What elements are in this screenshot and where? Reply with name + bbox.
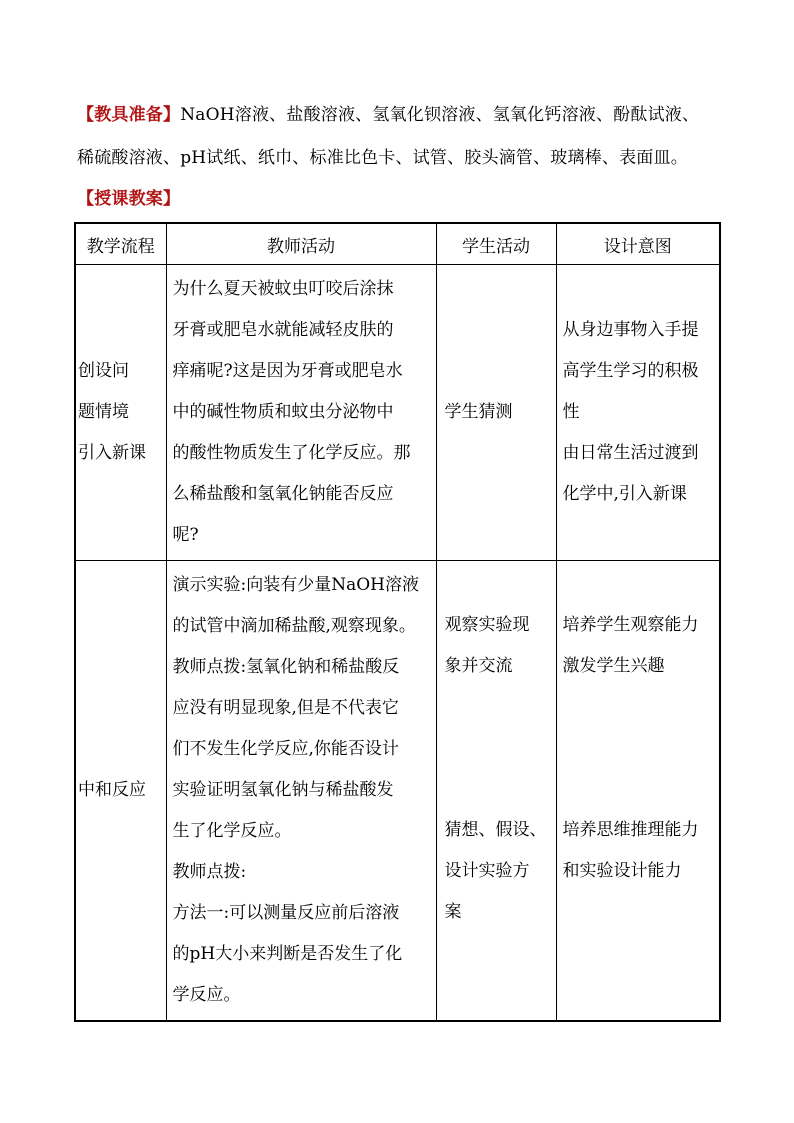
row1-stage-line: 题情境: [78, 402, 129, 422]
table-header-row: [75, 223, 720, 265]
row1-teacher-line: 痒痛呢?这是因为牙膏或肥皂水: [172, 361, 403, 381]
row2-intent-line: 和实验设计能力: [562, 861, 682, 881]
row1-intent-line: 从身边事物入手提: [562, 320, 699, 340]
row1-stage-line: 创设问: [78, 361, 129, 381]
prep-text-1: NaOH溶液、盐酸溶液、氢氧化钡溶液、氢氧化钙溶液、酚酞试液、: [180, 105, 700, 125]
prep-label: 【教具准备】: [77, 105, 181, 125]
row1-teacher-line: 么稀盐酸和氢氧化钠能否反应: [172, 484, 394, 504]
table-row: [75, 265, 720, 561]
row1-student: [436, 265, 556, 561]
row1-teacher-line: 为什么夏天被蚊虫叮咬后涂抹: [172, 279, 394, 299]
header-stage: 教学流程: [75, 223, 166, 265]
row1-intent: [556, 265, 720, 561]
row2-teacher: [166, 561, 436, 1022]
row2-teacher-line: 学反应。: [172, 985, 241, 1005]
row1-intent-line: 化学中,引入新课: [562, 484, 687, 504]
row1-teacher-line: 的酸性物质发生了化学反应。那: [172, 443, 411, 463]
row2-intent-line: 培养学生观察能力: [562, 615, 699, 635]
lesson-table: [74, 222, 721, 1022]
row1-teacher-line: 牙膏或肥皂水就能减轻皮肤的: [172, 320, 394, 340]
header-student: 学生活动: [436, 223, 556, 265]
plan-label: 【授课教案】: [77, 189, 181, 209]
row2-teacher-line: 的pH大小来判断是否发生了化: [172, 944, 403, 964]
row2-intent-line: 培养思维推理能力: [562, 820, 699, 840]
row2-teacher-line: 应没有明显现象,但是不代表它: [172, 698, 399, 718]
prep-line-1: [77, 100, 699, 130]
row2-stage: [75, 561, 166, 1022]
row1-student-text: 学生猜测: [444, 402, 513, 422]
row2-teacher-line: 教师点拨:: [172, 862, 247, 882]
row2-student-line: 设计实验方: [444, 861, 530, 881]
row1-intent-line: 高学生学习的积极: [562, 361, 699, 381]
row2-teacher-line: 方法一:可以测量反应前后溶液: [172, 903, 400, 923]
row2-student-line: 猜想、假设、: [444, 820, 547, 840]
prep-text-2: 稀硫酸溶液、pH试纸、纸巾、标准比色卡、试管、胶头滴管、玻璃棒、表面皿。: [77, 148, 688, 168]
prep-line-2: [77, 143, 688, 173]
row1-intent-line: 性: [562, 402, 580, 422]
row2-intent-line: 激发学生兴趣: [562, 656, 665, 676]
row1-stage-line: 引入新课: [78, 443, 146, 463]
row1-intent-line: 由日常生活过渡到: [562, 443, 699, 463]
row2-teacher-line: 实验证明氢氧化钠与稀盐酸发: [172, 780, 394, 800]
row2-teacher-line: 的试管中滴加稀盐酸,观察现象。: [172, 616, 416, 636]
row2-student: [436, 561, 556, 1022]
row1-teacher-line: 呢?: [172, 525, 199, 545]
row2-teacher-line: 们不发生化学反应,你能否设计: [172, 739, 399, 759]
row1-teacher: [166, 265, 436, 561]
row2-student-line: 象并交流: [444, 656, 513, 676]
row2-intent: [556, 561, 720, 1022]
row2-teacher-line: 演示实验:向装有少量NaOH溶液: [172, 575, 419, 595]
row2-stage-text: 中和反应: [78, 780, 146, 800]
row2-teacher-line: 教师点拨:氢氧化钠和稀盐酸反: [172, 657, 400, 677]
row1-stage: [75, 265, 166, 561]
row2-teacher-line: 生了化学反应。: [172, 821, 292, 841]
table-row: [75, 561, 720, 1022]
header-intent: 设计意图: [556, 223, 720, 265]
row2-student-line: 案: [444, 902, 462, 922]
row1-teacher-line: 中的碱性物质和蚊虫分泌物中: [172, 402, 394, 422]
header-teacher: 教师活动: [166, 223, 436, 265]
row2-student-line: 观察实验现: [444, 615, 530, 635]
